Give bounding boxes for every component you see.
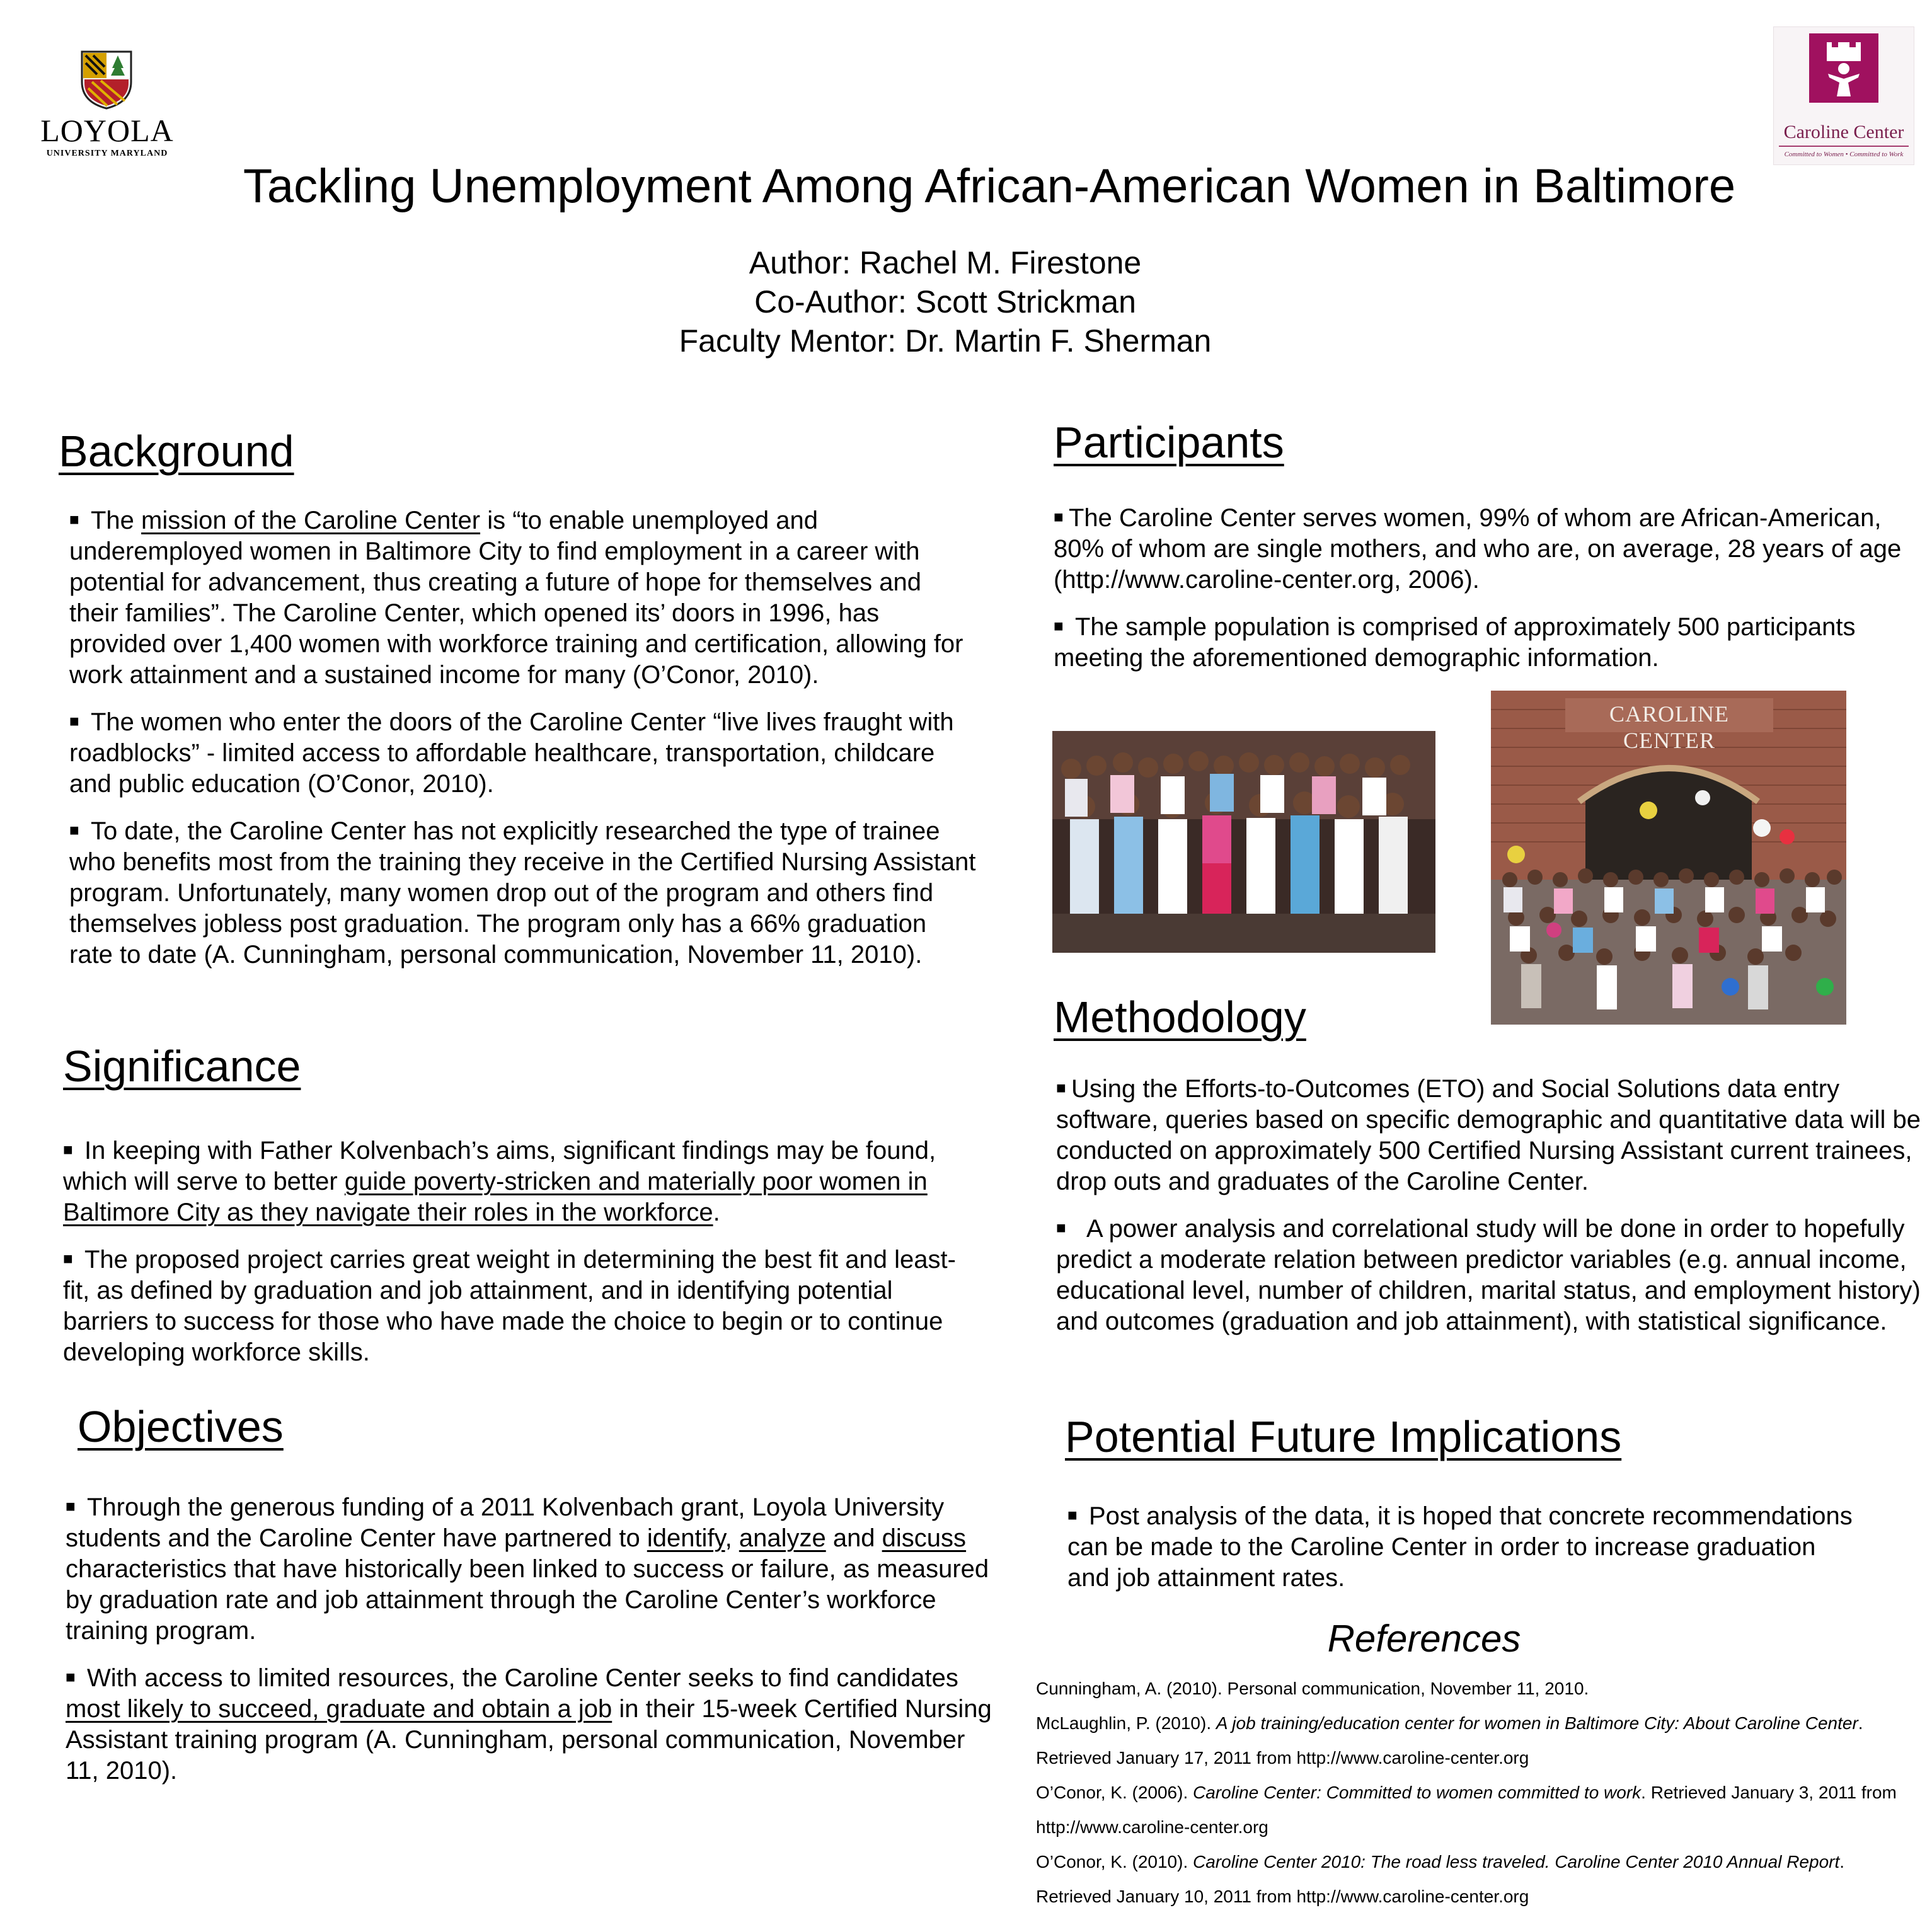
methodology-section bbox=[1056, 1072, 1926, 1352]
objectives-emphasis-text: most likely to succeed, graduate and obtain a job bbox=[66, 1695, 612, 1723]
background-paragraph-1: ■ The mission of the Caroline Center is “to enable unemployed and underemployed women in Baltimore City to find employment in a career with potential for advancement, thus creating a future of hope for themselves and their families”. The Caroline Center, which opened its’ doors in 1996, has provided over 1,400 women with workforce training and certification, allowing for work attainment and a sustained income for many (O’Conor, 2010). bbox=[69, 504, 977, 691]
references-list bbox=[1036, 1671, 1918, 1914]
background-heading: Background bbox=[59, 427, 294, 476]
reference-item: Cunningham, A. (2010). Personal communication, November 11, 2010. bbox=[1036, 1679, 1589, 1698]
implications-paragraph-1: ■ Post analysis of the data, it is hoped that concrete recommendations can be made to the Caroline Center in order to increase graduation and job attainment rates. bbox=[1067, 1500, 1861, 1594]
square-bullet-icon: ■ bbox=[1056, 1078, 1066, 1097]
square-bullet-icon: ■ bbox=[69, 711, 79, 730]
caroline-center-building-photo bbox=[1491, 691, 1846, 1025]
mission-link-text: mission of the Caroline Center bbox=[141, 507, 481, 534]
objectives-paragraph-1: ■ Through the generous funding of a 2011 Kolvenbach grant, Loyola University students and the Caroline Center have partnered to identify, analyze and discuss characteristics that have historically been linked to success or failure, as measured by graduation rate and job attainment through the Caroline Center’s workforce training program. bbox=[66, 1491, 998, 1647]
objectives-heading: Objectives bbox=[78, 1402, 284, 1451]
methodology-paragraph-2: ■ A power analysis and correlational study will be done in order to hopefully predict a moderate relation between predictor variables (e.g. annual income, educational level, number of children, marital status, and employment history) and outcomes (graduation and job attainment), with statistical significance. bbox=[1056, 1212, 1926, 1337]
mentor-line: Faculty Mentor: Dr. Martin F. Sherman bbox=[679, 323, 1212, 359]
square-bullet-icon: ■ bbox=[1054, 507, 1064, 526]
poster-title: Tackling Unemployment Among African-American Women in Baltimore bbox=[243, 159, 1736, 213]
caroline-center-wordmark: Caroline Center bbox=[1783, 122, 1904, 142]
background-paragraph-2: ■ The women who enter the doors of the Caroline Center “live lives fraught with roadblocks” - limited access to affordable healthcare, transportation, childcare and public education (O’Conor, 2010). bbox=[69, 706, 977, 800]
square-bullet-icon: ■ bbox=[63, 1249, 73, 1268]
reference-item: O’Conor, K. (2006). Caroline Center: Committed to women committed to work. Retrieved January 3, 2011 from http://www.caroline-center.org bbox=[1036, 1783, 1897, 1837]
objectives-section bbox=[66, 1491, 998, 1802]
square-bullet-icon: ■ bbox=[69, 510, 79, 529]
square-bullet-icon: ■ bbox=[66, 1667, 76, 1686]
group-photo-image bbox=[1052, 731, 1435, 953]
loyola-shield-icon bbox=[79, 49, 134, 110]
background-paragraph-3: ■ To date, the Caroline Center has not explicitly researched the type of trainee who benefits most from the training they receive in the Certified Nursing Assistant program. Unfortunately, many women drop out of the program and others find themselves jobless post graduation. The program only has a 66% graduation rate to date (A. Cunningham, personal communication, November 11, 2010). bbox=[69, 815, 977, 970]
square-bullet-icon: ■ bbox=[69, 820, 79, 839]
square-bullet-icon: ■ bbox=[66, 1497, 76, 1515]
reference-item: McLaughlin, P. (2010). A job training/education center for women in Baltimore City: About Caroline Center. Retrieved January 17, 2011 from http://www.caroline-center.org bbox=[1036, 1713, 1863, 1768]
background-section bbox=[69, 504, 977, 986]
loyola-subtitle: UNIVERSITY MARYLAND bbox=[46, 149, 168, 158]
significance-emphasis-text: guide poverty-stricken and materially poor women in Baltimore City as they navigate their roles in the workforce bbox=[63, 1168, 928, 1226]
methodology-paragraph-1: ■ Using the Efforts-to-Outcomes (ETO) and Social Solutions data entry software, queries based on specific demographic and quantitative data will be conducted on approximately 500 Certified Nursing Assistant current trainees, drop outs and graduates of the Caroline Center. bbox=[1056, 1072, 1926, 1197]
square-bullet-icon: ■ bbox=[1056, 1218, 1066, 1237]
square-bullet-icon: ■ bbox=[1054, 616, 1064, 635]
implications-heading: Potential Future Implications bbox=[1065, 1412, 1622, 1461]
significance-section bbox=[63, 1134, 970, 1383]
caroline-center-mark-icon bbox=[1809, 33, 1878, 103]
significance-heading: Significance bbox=[63, 1042, 301, 1091]
implications-section bbox=[1067, 1500, 1861, 1609]
caroline-center-rule bbox=[1779, 146, 1909, 147]
significance-paragraph-2: ■ The proposed project carries great weight in determining the best fit and least-fit, as defined by graduation and job attainment, and in identifying potential barriers to success for those who have made the choice to begin or to continue developing workforce skills. bbox=[63, 1243, 970, 1368]
square-bullet-icon: ■ bbox=[63, 1140, 73, 1159]
caroline-center-tagline: Committed to Women • Committed to Work bbox=[1784, 151, 1904, 158]
analyze-text: analyze bbox=[739, 1524, 826, 1552]
significance-paragraph-1: ■ In keeping with Father Kolvenbach’s aims, significant findings may be found, which will serve to better guide poverty-stricken and materially poor women in Baltimore City as they navigate their roles in the workforce. bbox=[63, 1134, 970, 1228]
participants-heading: Participants bbox=[1054, 418, 1284, 467]
author-line: Author: Rachel M. Firestone bbox=[749, 245, 1142, 280]
author-block bbox=[378, 243, 1512, 360]
loyola-wordmark: LOYOLA bbox=[40, 113, 174, 148]
loyola-logo bbox=[32, 49, 183, 163]
discuss-text: discuss bbox=[882, 1524, 967, 1552]
participants-paragraph-2: ■ The sample population is comprised of approximately 500 participants meeting the aforementioned demographic information. bbox=[1054, 611, 1911, 674]
reference-item: O’Conor, K. (2010). Caroline Center 2010: The road less traveled. Caroline Center 2010 Annual Report. Retrieved January 10, 2011 from http://www.caroline-center.org bbox=[1036, 1852, 1845, 1906]
square-bullet-icon: ■ bbox=[1067, 1505, 1078, 1524]
building-sign-text: CAROLINE CENTER bbox=[1609, 701, 1729, 753]
methodology-heading: Methodology bbox=[1054, 992, 1306, 1042]
coauthor-line: Co-Author: Scott Strickman bbox=[754, 284, 1136, 319]
participants-paragraph-1: ■ The Caroline Center serves women, 99% of whom are African-American, 80% of whom are single mothers, and who are, on average, 28 years of age (http://www.caroline-center.org, 2006). bbox=[1054, 502, 1911, 595]
references-heading: References bbox=[1327, 1618, 1521, 1660]
objectives-paragraph-2: ■ With access to limited resources, the Caroline Center seeks to find candidates most likely to succeed, graduate and obtain a job in their 15-week Certified Nursing Assistant training program (A. Cunningham, personal communication, November 11, 2010). bbox=[66, 1662, 998, 1786]
caroline-center-logo bbox=[1773, 26, 1914, 165]
participants-section bbox=[1054, 502, 1911, 689]
identify-text: identify bbox=[647, 1524, 725, 1552]
